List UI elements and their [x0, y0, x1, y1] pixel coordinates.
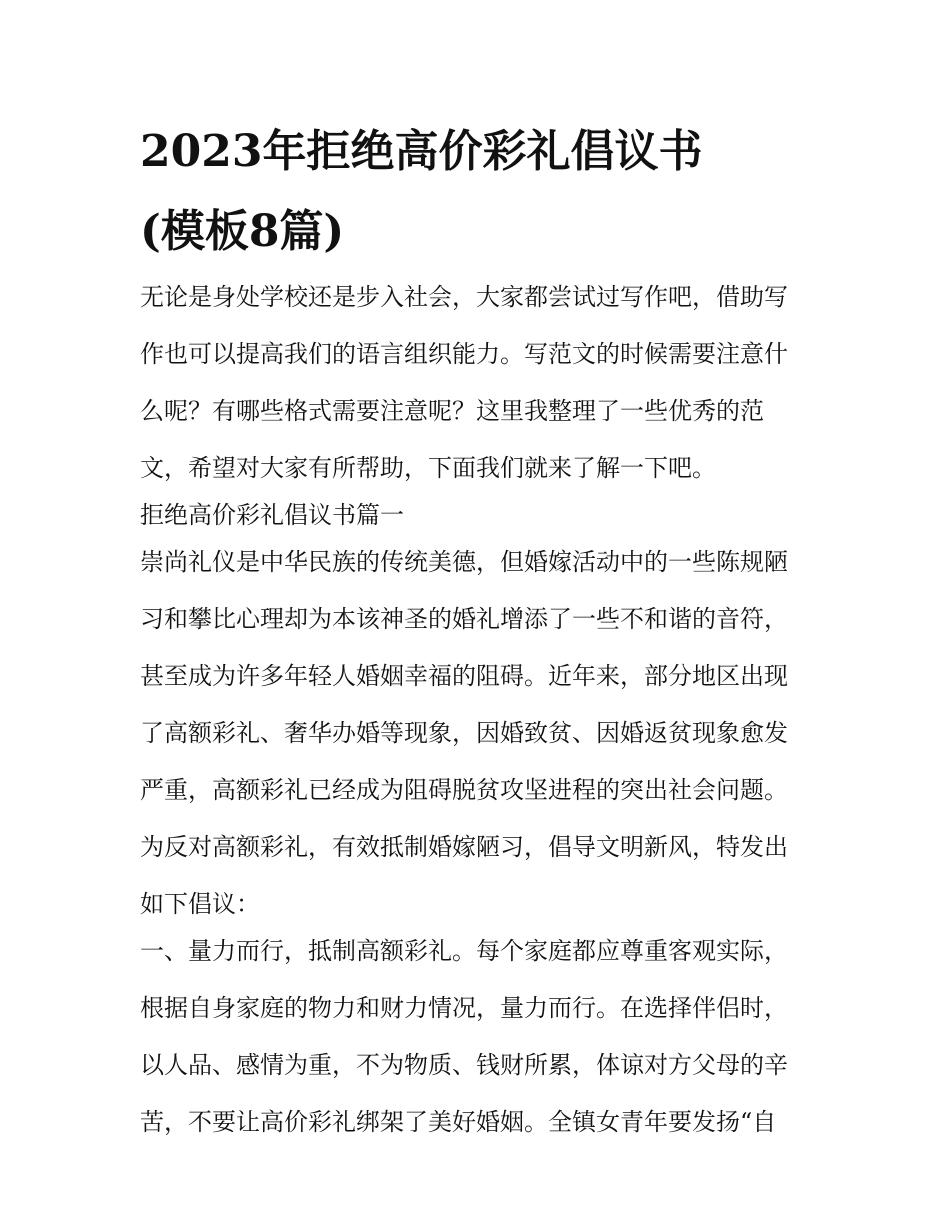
text-line: 如下倡议：: [140, 890, 260, 918]
title-line: (模板8篇): [140, 206, 345, 257]
document-title: [140, 112, 820, 272]
text-line: 作也可以提高我们的语言组织能力。写范文的时候需要注意什: [140, 340, 788, 368]
title-line: 2023年拒绝高价彩礼倡议书: [140, 126, 703, 177]
text-line: 无论是身处学校还是步入社会，大家都尝试过写作吧，借助写: [140, 283, 788, 311]
text-line: 了高额彩礼、奢华办婚等现象，因婚致贫、因婚返贫现象愈发: [140, 719, 788, 747]
text-line: 习和攀比心理却为本该神圣的婚礼增添了一些不和谐的音符，: [140, 605, 788, 633]
text-line: 为反对高额彩礼，有效抵制婚嫁陋习，倡导文明新风，特发出: [140, 833, 788, 861]
text-line: 崇尚礼仪是中华民族的传统美德，但婚嫁活动中的一些陈规陋: [140, 548, 788, 576]
text-line: 文，希望对大家有所帮助，下面我们就来了解一下吧。: [140, 454, 716, 482]
text-line: 苦，不要让高价彩礼绑架了美好婚姻。全镇女青年要发扬“自: [140, 1108, 777, 1136]
text-line: 一、量力而行，抵制高额彩礼。每个家庭都应尊重客观实际，: [140, 937, 788, 965]
text-line: 严重，高额彩礼已经成为阻碍脱贫攻坚进程的突出社会问题。: [140, 776, 788, 804]
text-line: 根据自身家庭的物力和财力情况，量力而行。在选择伴侣时，: [140, 994, 788, 1022]
section-heading: 拒绝高价彩礼倡议书篇一: [140, 501, 404, 529]
text-line: 以人品、感情为重，不为物质、钱财所累，体谅对方父母的辛: [140, 1051, 788, 1079]
paragraph: [140, 932, 820, 1142]
text-line: 么呢？有哪些格式需要注意呢？这里我整理了一些优秀的范: [140, 397, 764, 425]
paragraph: [140, 543, 820, 924]
document-page: [140, 112, 820, 1142]
document-body: [140, 278, 820, 1142]
text-line: 甚至成为许多年轻人婚姻幸福的阻碍。近年来，部分地区出现: [140, 662, 788, 690]
intro-paragraph: [140, 278, 820, 488]
